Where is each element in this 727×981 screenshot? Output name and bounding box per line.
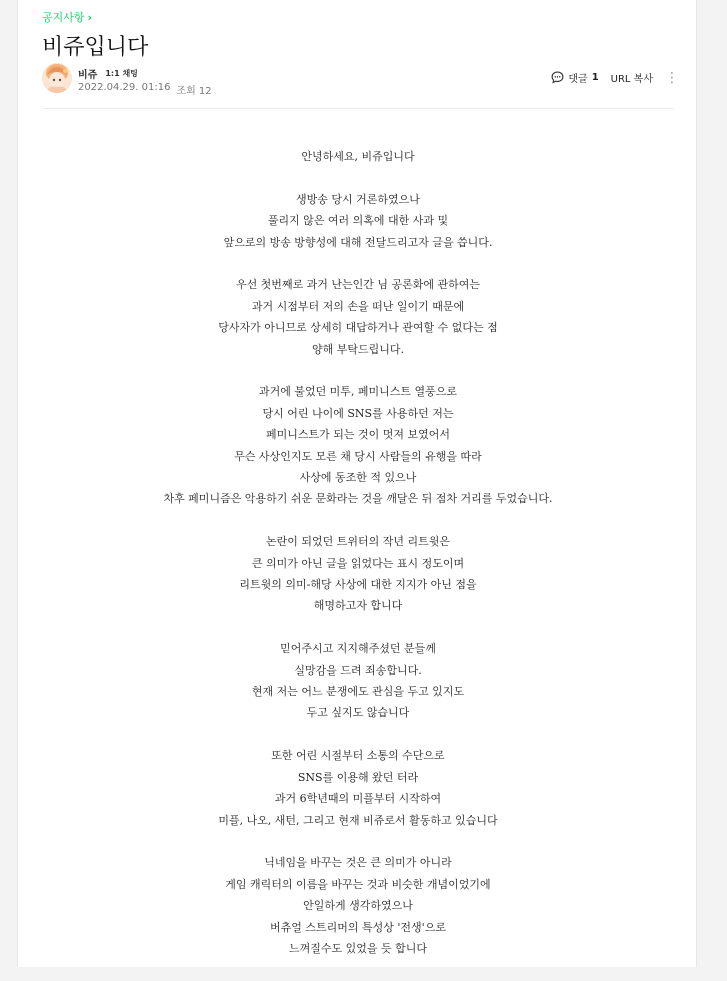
comment-count: 1 xyxy=(591,72,599,83)
content-line: 과거에 불었던 미투, 페미니스트 열풍으로 xyxy=(258,385,458,399)
content-line: 리트윗의 의미-해당 사상에 대한 지지가 아닌 점을 xyxy=(239,578,477,592)
comment-label: 댓글 xyxy=(568,74,588,85)
content-line: 현재 저는 어느 분쟁에도 관심을 두고 있지도 xyxy=(251,685,465,699)
content-line: 과거 시점부터 저의 손을 떠난 일이기 때문에 xyxy=(251,299,465,313)
comment-icon xyxy=(551,71,564,84)
content-line: 느껴질수도 있었을 듯 합니다 xyxy=(288,941,427,955)
content-line: 논란이 되었던 트위터의 작년 리트윗은 xyxy=(265,535,450,549)
content-line: 페미니스트가 되는 것이 멋져 보였어서 xyxy=(265,428,450,442)
content-line: 해명하고자 합니다 xyxy=(313,599,403,613)
content-line: 실망감을 드려 죄송합니다. xyxy=(294,663,422,677)
content-paragraph xyxy=(42,745,674,831)
content-line: 차후 페미니즘은 악용하기 쉬운 문화라는 것을 깨달은 뒤 점차 거리를 두었습니다. xyxy=(163,492,553,506)
comment-button[interactable] xyxy=(551,70,598,85)
post-views: 조회 12 xyxy=(176,86,212,97)
breadcrumb[interactable] xyxy=(42,9,92,25)
content-line: 버츄얼 스트리머의 특성상 '전생'으로 xyxy=(270,920,446,934)
author-line xyxy=(78,66,138,81)
content-line: 게임 캐릭터의 이름을 바꾸는 것과 비슷한 개념이었기에 xyxy=(225,877,491,891)
post-meta xyxy=(78,82,212,97)
content-line: 앞으로의 방송 방향성에 대해 전달드리고자 글을 씁니다. xyxy=(223,235,493,249)
avatar[interactable] xyxy=(42,63,72,93)
more-options-icon[interactable]: ⋮ xyxy=(665,69,678,86)
content-line: 또한 어린 시절부터 소통의 수단으로 xyxy=(271,749,445,763)
post-card xyxy=(17,0,697,967)
content-paragraph xyxy=(42,381,674,509)
content-line: 사상에 동조한 적 있으나 xyxy=(299,471,417,485)
content-line: 당시 어린 나이에 SNS를 사용하던 저는 xyxy=(262,406,454,420)
author-name[interactable]: 비쥬 xyxy=(78,70,98,81)
content-line: 안녕하세요, 비쥬입니다 xyxy=(301,150,415,163)
content-line: 우선 첫번째로 과거 난는인간 님 공론화에 관하여는 xyxy=(235,278,481,292)
content-line: 생방송 당시 거론하였으나 xyxy=(296,192,420,206)
post-content xyxy=(42,146,674,981)
content-line: 두고 싶지도 않습니다 xyxy=(306,706,410,720)
content-line: 안일하게 생각하였으나 xyxy=(303,899,413,913)
content-line: 큰 의미가 아닌 글을 읽었다는 표시 정도이며 xyxy=(251,556,465,570)
content-line: 풀리지 않은 여러 의혹에 대한 사과 및 xyxy=(267,214,449,228)
content-paragraph xyxy=(42,274,674,360)
post-date: 2022.04.29. 01:16 xyxy=(78,82,171,93)
content-line: 믿어주시고 지지해주셨던 분들께 xyxy=(280,642,436,656)
content-paragraph xyxy=(42,531,674,617)
url-copy-button[interactable]: URL 복사 xyxy=(610,74,653,85)
content-line: 미플, 나오, 새턴, 그리고 현재 비쥬로서 활동하고 있습니다 xyxy=(218,813,498,827)
content-line: 과거 6학년때의 미플부터 시작하여 xyxy=(274,792,442,806)
content-paragraph xyxy=(42,638,674,724)
content-paragraph xyxy=(42,852,674,959)
content-paragraph xyxy=(42,146,674,167)
page-title: 비쥬입니다 xyxy=(42,35,149,60)
content-line: 무슨 사상인지도 모른 채 당시 사람들의 유행을 따라 xyxy=(234,449,482,463)
avatar-image xyxy=(42,63,72,93)
breadcrumb-label[interactable]: 공지사항 xyxy=(42,11,85,24)
content-line: SNS를 이용해 왔던 터라 xyxy=(297,770,419,784)
header-divider xyxy=(42,108,674,109)
content-line: 당사자가 아니므로 상세히 대답하거나 관여할 수 없다는 점 xyxy=(218,321,498,335)
content-line: 양해 부탁드립니다. xyxy=(311,342,404,356)
content-line: 닉네임을 바꾸는 것은 큰 의미가 아니라 xyxy=(264,856,452,870)
chevron-right-icon: › xyxy=(87,10,93,24)
post-actions xyxy=(551,70,678,85)
content-paragraph xyxy=(42,189,674,253)
chat-button[interactable]: 1:1 채팅 xyxy=(105,69,138,78)
